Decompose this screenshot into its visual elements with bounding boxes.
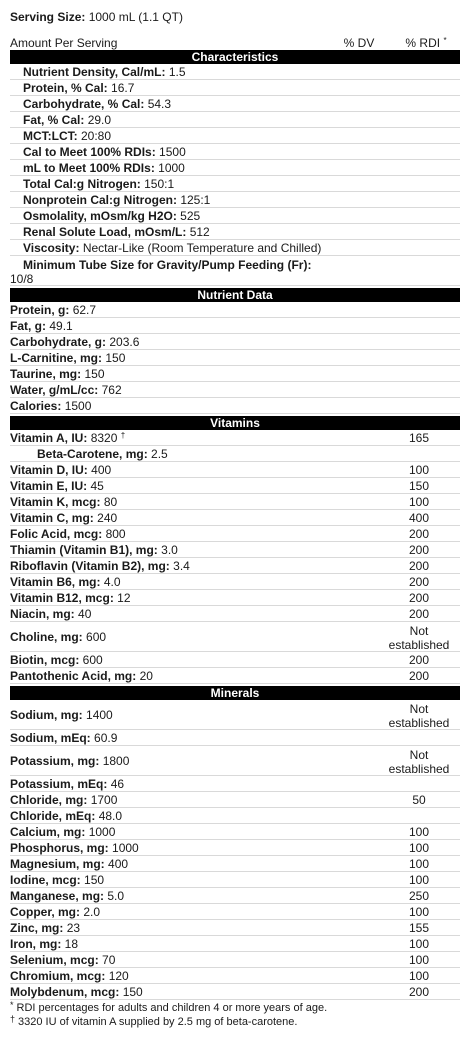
nutrient-value: 20:80 — [81, 129, 112, 143]
nutrient-name: Pantothenic Acid, mg: — [10, 669, 137, 683]
rdi-value: 200 — [408, 559, 430, 573]
rdi-value: 100 — [408, 841, 430, 855]
nutrient-label — [10, 937, 78, 951]
nutrient-name: Iron, mg: — [10, 937, 62, 951]
nutrient-value: 54.3 — [147, 97, 172, 111]
nutrient-name: Folic Acid, mcg: — [10, 527, 103, 541]
nutrient-name: Manganese, mg: — [10, 889, 105, 903]
nutrient-name: Choline, mg: — [10, 630, 83, 644]
nutrient-row — [10, 984, 460, 1000]
nutrient-row — [10, 334, 460, 350]
nutrient-label — [23, 209, 200, 223]
section-header-vitamins: Vitamins — [10, 416, 460, 430]
nutrient-row — [10, 96, 460, 112]
nutrient-name: Vitamin E, IU: — [10, 479, 88, 493]
nutrient-value: 120 — [108, 969, 129, 983]
nutrient-name: Chloride, mEq: — [10, 809, 96, 823]
nutrient-value: 12 — [117, 591, 131, 605]
nutrient-label — [10, 873, 104, 887]
nutrient-label — [23, 177, 174, 191]
nutrient-row — [10, 526, 460, 542]
rdi-value: 200 — [408, 591, 430, 605]
nutrient-name: Osmolality, mOsm/kg H2O: — [23, 209, 177, 223]
nutrient-value: 1700 — [90, 793, 118, 807]
nutrient-label — [23, 225, 210, 239]
nutrient-value: 29.0 — [87, 113, 112, 127]
nutrient-row — [10, 382, 460, 398]
nutrient-name: Riboflavin (Vitamin B2), mg: — [10, 559, 170, 573]
nutrient-label — [10, 527, 126, 541]
nutrient-value: 150 — [84, 367, 105, 381]
nutrient-label — [10, 731, 117, 745]
nutrient-row — [10, 776, 460, 792]
nutrient-label — [23, 241, 321, 255]
nutrient-row — [10, 494, 460, 510]
nutrient-row — [10, 558, 460, 574]
nutrient-row — [10, 920, 460, 936]
nutrient-row — [10, 542, 460, 558]
section-header-minerals: Minerals — [10, 686, 460, 700]
footnote-text: 3320 IU of vitamin A supplied by 2.5 mg of beta-carotene. — [18, 1016, 298, 1028]
rdi-column-label: % RDI — [405, 36, 441, 50]
nutrient-value: 800 — [105, 527, 126, 541]
nutrient-row — [10, 462, 460, 478]
nutrient-name: Protein, g: — [10, 303, 70, 317]
nutrient-value: 1400 — [86, 708, 113, 722]
nutrient-label — [23, 113, 111, 127]
nutrient-row — [10, 952, 460, 968]
nutrient-row — [10, 80, 460, 96]
nutrient-value: 125:1 — [180, 193, 211, 207]
rdi-value: 100 — [408, 953, 430, 967]
nutrient-value: 400 — [91, 463, 112, 477]
rdi-value: 100 — [408, 969, 430, 983]
nutrient-name: MCT:LCT: — [23, 129, 78, 143]
nutrient-row — [10, 792, 460, 808]
rdi-value: 200 — [408, 575, 430, 589]
section-header-characteristics: Characteristics — [10, 50, 460, 64]
nutrient-row — [10, 730, 460, 746]
nutrient-row — [10, 398, 460, 414]
nutrient-name: Carbohydrate, % Cal: — [23, 97, 145, 111]
nutrient-label — [10, 921, 80, 935]
nutrient-value: 23 — [66, 921, 81, 935]
nutrient-label — [23, 161, 185, 175]
nutrient-row — [10, 112, 460, 128]
nutrient-label — [10, 335, 139, 349]
nutrient-label — [10, 399, 91, 413]
nutrient-name: Sodium, mEq: — [10, 731, 91, 745]
nutrient-label — [10, 825, 115, 839]
rdi-value: 150 — [408, 479, 430, 493]
nutrient-value: 1000 — [88, 825, 116, 839]
nutrient-label — [10, 708, 113, 722]
nutrient-name: Nutrient Density, Cal/mL: — [23, 65, 166, 79]
nutrient-label — [23, 97, 171, 111]
nutrient-name: Taurine, mg: — [10, 367, 82, 381]
nutrient-row — [10, 192, 460, 208]
rdi-value: Not established — [388, 702, 450, 730]
nutrient-value: 80 — [103, 495, 118, 509]
rdi-value: 100 — [408, 495, 430, 509]
nutrient-row — [10, 160, 460, 176]
nutrient-row — [10, 824, 460, 840]
nutrient-label — [10, 495, 117, 509]
nutrient-label — [10, 809, 122, 823]
nutrient-value: 400 — [108, 857, 129, 871]
nutrient-name: Water, g/mL/cc: — [10, 383, 99, 397]
nutrient-row — [10, 446, 460, 462]
nutrient-row — [10, 840, 460, 856]
nutrient-value: 525 — [180, 209, 201, 223]
nutrient-name: Niacin, mg: — [10, 607, 75, 621]
nutrient-label — [37, 447, 168, 461]
nutrient-value: 1000 — [158, 161, 185, 175]
nutrient-name: L-Carnitine, mg: — [10, 351, 102, 365]
nutrient-row — [10, 606, 460, 622]
rdi-value: 200 — [408, 607, 430, 621]
rdi-value: 200 — [408, 527, 430, 541]
nutrient-label — [10, 969, 129, 983]
rdi-value: 155 — [408, 921, 430, 935]
nutrient-value: 20 — [139, 669, 153, 683]
nutrient-name: Magnesium, mg: — [10, 857, 105, 871]
rdi-value: 200 — [408, 985, 430, 999]
nutrient-value: 1500 — [159, 145, 186, 159]
nutrient-name: Vitamin C, mg: — [10, 511, 94, 525]
nutrient-row — [10, 510, 460, 526]
nutrient-value: 3.4 — [173, 559, 190, 573]
nutrient-name: Sodium, mg: — [10, 708, 83, 722]
nutrient-name: Copper, mg: — [10, 905, 81, 919]
nutrient-value: 600 — [82, 653, 103, 667]
nutrient-name: Renal Solute Load, mOsm/L: — [23, 225, 187, 239]
rdi-asterisk: * — [443, 36, 447, 45]
nutrient-label — [10, 630, 106, 644]
nutrient-name: Zinc, mg: — [10, 921, 64, 935]
nutrient-value: 600 — [86, 630, 107, 644]
nutrient-label — [10, 543, 178, 557]
nutrient-label — [10, 607, 91, 621]
nutrient-value: 16.7 — [111, 81, 135, 95]
nutrient-label — [23, 81, 134, 95]
nutrient-value: 46 — [110, 777, 125, 791]
nutrient-label — [10, 669, 153, 683]
nutrient-value: 62.7 — [72, 303, 97, 317]
nutrient-name: Vitamin D, IU: — [10, 463, 88, 477]
nutrient-label — [10, 857, 128, 871]
nutrient-row — [10, 224, 460, 240]
nutrient-name: Biotin, mcg: — [10, 653, 80, 667]
nutrient-label — [10, 463, 111, 477]
nutrient-value: 1.5 — [168, 65, 186, 79]
nutrient-value: 48.0 — [98, 809, 123, 823]
nutrient-label — [23, 65, 186, 79]
nutrient-row — [10, 904, 460, 920]
nutrient-row — [10, 256, 460, 286]
nutrient-value: 512 — [189, 225, 210, 239]
nutrient-label — [10, 367, 105, 381]
nutrient-row — [10, 64, 460, 80]
nutrient-row — [10, 366, 460, 382]
nutrient-value: 1500 — [64, 399, 92, 413]
nutrient-label — [23, 129, 111, 143]
rdi-value: 100 — [408, 463, 430, 477]
footnote-text: RDI percentages for adults and children 4 or more years of age. — [16, 1002, 328, 1014]
nutrient-row — [10, 574, 460, 590]
nutrient-name: Nonprotein Cal:g Nitrogen: — [23, 193, 177, 207]
nutrient-value: Nectar-Like (Room Temperature and Chilled) — [82, 241, 322, 255]
nutrient-name: Minimum Tube Size for Gravity/Pump Feeding (Fr): — [23, 258, 312, 272]
nutrient-row — [10, 622, 460, 652]
nutrient-name: Vitamin B6, mg: — [10, 575, 101, 589]
nutrient-label — [10, 793, 117, 807]
nutrient-value: 49.1 — [49, 319, 73, 333]
nutrient-name: Thiamin (Vitamin B1), mg: — [10, 543, 158, 557]
nutrient-name: Calories: — [10, 399, 62, 413]
nutrient-value: 150 — [105, 351, 126, 365]
footnote-symbol: † — [10, 1014, 16, 1024]
nutrient-value: 1000 — [112, 841, 139, 855]
nutrient-value: 240 — [97, 511, 118, 525]
nutrient-row — [10, 302, 460, 318]
nutrient-value: 3.0 — [161, 543, 178, 557]
nutrient-row — [10, 176, 460, 192]
nutrient-label — [23, 258, 311, 272]
nutrient-row — [10, 668, 460, 684]
nutrient-name: Chromium, mcg: — [10, 969, 106, 983]
nutrient-row — [10, 240, 460, 256]
nutrient-label — [10, 575, 121, 589]
nutrient-label — [10, 905, 100, 919]
vitamin-a-dagger: † — [120, 431, 126, 440]
nutrient-row — [10, 888, 460, 904]
nutrient-name: Vitamin A, IU: — [10, 431, 88, 445]
nutrient-row — [10, 208, 460, 224]
nutrient-name: Phosphorus, mg: — [10, 841, 109, 855]
nutrient-name: Cal to Meet 100% RDIs: — [23, 145, 156, 159]
rdi-value: 100 — [408, 857, 430, 871]
nutrient-value: 18 — [64, 937, 79, 951]
nutrient-name: Selenium, mcg: — [10, 953, 99, 967]
serving-size-value: 1000 mL (1.1 QT) — [88, 10, 183, 24]
rdi-value: 100 — [408, 825, 430, 839]
nutrient-label — [10, 303, 96, 317]
rdi-value: 200 — [408, 669, 430, 683]
nutrient-value: 8320 — [90, 431, 118, 445]
nutrient-value: 40 — [78, 607, 92, 621]
nutrient-row — [10, 350, 460, 366]
nutrient-row — [10, 872, 460, 888]
nutrient-value: 10/8 — [10, 272, 34, 286]
nutrient-label — [10, 953, 115, 967]
nutrient-name: Fat, % Cal: — [23, 113, 85, 127]
nutrient-name: Protein, % Cal: — [23, 81, 108, 95]
nutrient-label — [10, 383, 122, 397]
nutrient-value: 70 — [102, 953, 116, 967]
nutrient-row — [10, 478, 460, 494]
nutrient-row — [10, 430, 460, 446]
nutrient-label — [10, 591, 131, 605]
rdi-value: 100 — [408, 937, 430, 951]
nutrient-value: 150 — [84, 873, 105, 887]
nutrient-name: Viscosity: — [23, 241, 80, 255]
nutrient-name: Molybdenum, mcg: — [10, 985, 120, 999]
nutrient-label — [23, 145, 186, 159]
serving-size — [10, 9, 183, 25]
nutrient-label — [10, 777, 124, 791]
nutrient-label — [10, 559, 190, 573]
nutrient-value: 4.0 — [103, 575, 121, 589]
nutrient-label — [10, 431, 125, 445]
rdi-value: Not established — [388, 624, 450, 652]
rdi-value: 250 — [408, 889, 430, 903]
nutrient-name: mL to Meet 100% RDIs: — [23, 161, 155, 175]
nutrient-name: Potassium, mg: — [10, 754, 100, 768]
nutrient-row — [10, 318, 460, 334]
nutrient-row — [10, 808, 460, 824]
nutrient-value: 150:1 — [144, 177, 175, 191]
nutrient-value: 203.6 — [109, 335, 140, 349]
nutrient-label — [10, 841, 139, 855]
rdi-value: 400 — [408, 511, 430, 525]
nutrient-value: 762 — [101, 383, 122, 397]
nutrient-row — [10, 128, 460, 144]
nutrient-value: 60.9 — [94, 731, 118, 745]
rdi-value: 100 — [408, 873, 430, 887]
serving-size-label: Serving Size: — [10, 10, 86, 24]
nutrient-name: Beta-Carotene, mg: — [37, 447, 148, 461]
nutrient-value: 1800 — [102, 754, 130, 768]
rdi-value: 200 — [408, 653, 430, 667]
nutrient-row — [10, 746, 460, 776]
nutrient-value: 2.0 — [83, 905, 101, 919]
nutrient-value: 150 — [122, 985, 143, 999]
nutrient-name: Carbohydrate, g: — [10, 335, 107, 349]
nutrient-label — [10, 653, 103, 667]
nutrient-label — [10, 319, 73, 333]
amount-per-serving-header — [10, 36, 460, 50]
nutrient-name: Fat, g: — [10, 319, 46, 333]
nutrient-label — [10, 351, 125, 365]
nutrient-name: Total Cal:g Nitrogen: — [23, 177, 141, 191]
nutrient-value: 45 — [90, 479, 104, 493]
rdi-value: 200 — [408, 543, 430, 557]
nutrient-label — [10, 479, 104, 493]
footnote — [10, 1016, 297, 1028]
nutrient-row — [10, 652, 460, 668]
rdi-value: Not established — [388, 748, 450, 776]
nutrient-label — [10, 754, 129, 768]
nutrient-row — [10, 936, 460, 952]
nutrient-row — [10, 590, 460, 606]
nutrient-name: Calcium, mg: — [10, 825, 86, 839]
dv-column-header: % DV — [343, 36, 375, 50]
nutrient-value: 5.0 — [107, 889, 125, 903]
nutrient-label — [10, 985, 143, 999]
nutrient-name: Vitamin K, mcg: — [10, 495, 101, 509]
amount-per-serving-label: Amount Per Serving — [10, 36, 118, 50]
section-header-nutrient-data: Nutrient Data — [10, 288, 460, 302]
nutrient-label — [10, 889, 124, 903]
rdi-value: 100 — [408, 905, 430, 919]
nutrient-name: Potassium, mEq: — [10, 777, 108, 791]
rdi-value: 165 — [408, 431, 430, 445]
rdi-value: 50 — [412, 793, 426, 807]
nutrient-label — [23, 193, 210, 207]
nutrient-name: Iodine, mcg: — [10, 873, 81, 887]
nutrient-row — [10, 700, 460, 730]
nutrient-name: Vitamin B12, mcg: — [10, 591, 114, 605]
rdi-column-header — [396, 36, 456, 50]
footnote-symbol: * — [10, 1000, 14, 1010]
nutrient-row — [10, 968, 460, 984]
nutrient-value: 2.5 — [151, 447, 168, 461]
nutrient-row — [10, 144, 460, 160]
footnote — [10, 1002, 327, 1014]
nutrient-name: Chloride, mg: — [10, 793, 88, 807]
nutrient-label — [10, 511, 117, 525]
nutrient-row — [10, 856, 460, 872]
